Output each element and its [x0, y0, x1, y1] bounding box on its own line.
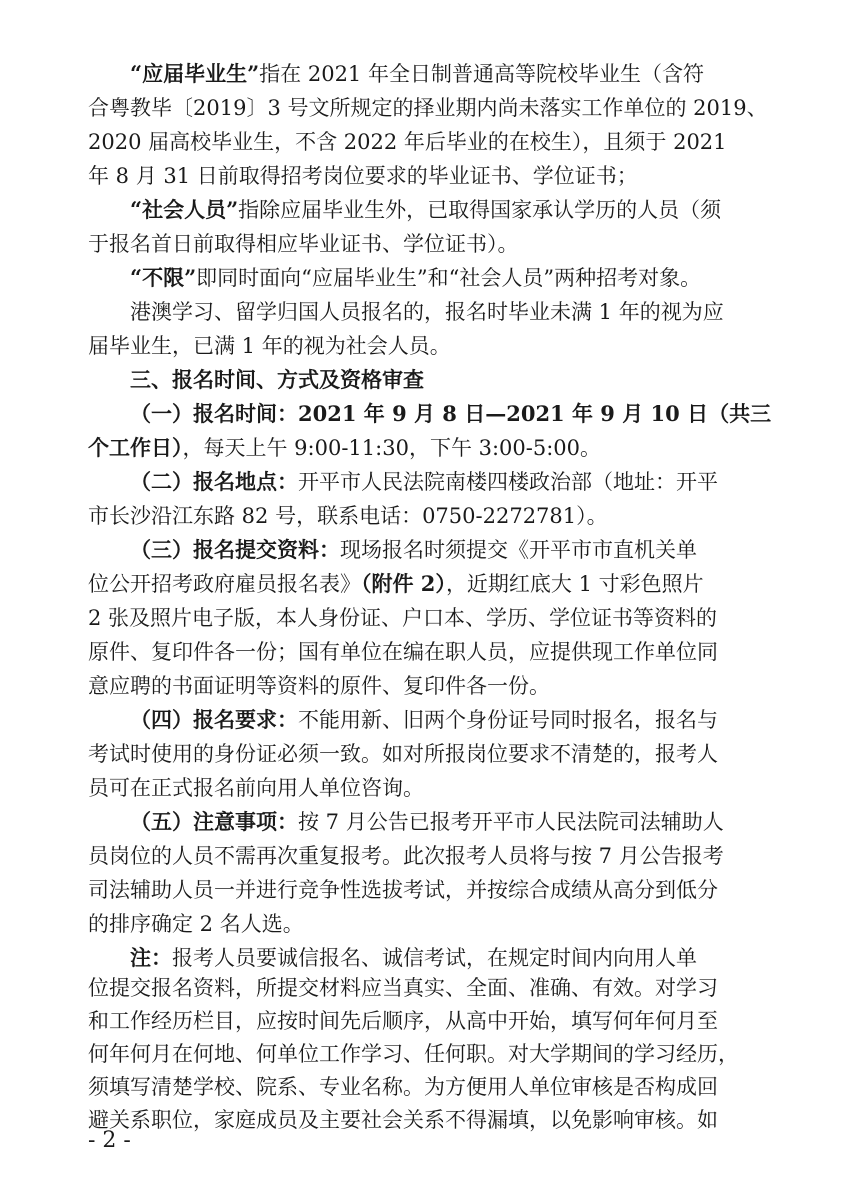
page-number: - 2 - [88, 1128, 131, 1153]
item-3-line-4: 原件、复印件各一份；国有单位在编在职人员，应提供现工作单位同 [88, 640, 718, 664]
text: 报考人员要诚信报名、诚信考试，在规定时间内向用人单 [172, 946, 697, 970]
note-line-4: 何年何月在何地、何单位工作学习、任何职。对大学期间的学习经历， [88, 1042, 739, 1066]
term-fresh-graduate: “应届毕业生” [130, 61, 260, 86]
item-3-line-5: 意应聘的书面证明等资料的原件、复印件各一份。 [88, 674, 550, 698]
item-2-line-2: 市长沙沿江东路 82 号，联系电话：0750-2272781）。 [88, 504, 608, 528]
paragraph-overseas-line-1: 港澳学习、留学归国人员报名的，报名时毕业未满 1 年的视为应 [130, 300, 724, 324]
paragraph-overseas-line-2: 届毕业生，已满 1 年的视为社会人员。 [88, 334, 451, 358]
item-3-line-2 [88, 567, 768, 601]
item-5-line-1 [130, 805, 768, 839]
paragraph-fresh-graduate-line-1 [130, 57, 768, 91]
section-heading: 三、报名时间、方式及资格审查 [130, 368, 424, 392]
item-1-line-1: （一）报名时间：2021 年 9 月 8 日—2021 年 9 月 10 日（共三 [130, 401, 772, 426]
item-3-line-1 [130, 533, 768, 567]
note-line-6: 避关系职位，家庭成员及主要社会关系不得漏填，以免影响审核。如 [88, 1108, 718, 1132]
paragraph-fresh-graduate-line-3: 2020 届高校毕业生，不含 2022 年后毕业的在校生），且须于 2021 [88, 130, 727, 154]
term-social: “社会人员” [130, 197, 239, 222]
item-1-line-2 [88, 431, 768, 465]
text: 开平市人民法院南楼四楼政治部（地址：开平 [298, 470, 718, 494]
item-2-line-1 [130, 465, 768, 499]
note-line-3: 和工作经历栏目，应按时间先后顺序，从高中开始，填写何年何月至 [88, 1009, 718, 1033]
item-4-line-3: 员可在正式报名前向用人单位咨询。 [88, 776, 424, 800]
item-3-label: （三）报名提交资料： [130, 537, 340, 562]
note-label: 注： [130, 945, 172, 970]
paragraph-social-line-2: 于报名首日前取得相应毕业证书、学位证书）。 [88, 232, 519, 256]
paragraph-unlimited-line-1 [130, 261, 768, 295]
text: 即同时面向“应届毕业生”和“社会人员”两种招考对象。 [196, 266, 702, 290]
item-4-label: （四）报名要求： [130, 707, 298, 732]
text: 不能用新、旧两个身份证号同时报名，报名与 [298, 708, 718, 732]
item-2-label: （二）报名地点： [130, 469, 298, 494]
paragraph-fresh-graduate-line-2: 合粤教毕〔2019〕3 号文所规定的择业期内尚未落实工作单位的 2019、 [88, 96, 768, 120]
text-bold: 个工作日） [88, 435, 183, 460]
text: ，每天上午 9:00-11:30，下午 3:00-5:00。 [182, 436, 602, 460]
item-5-label: （五）注意事项： [130, 809, 298, 834]
paragraph-social-line-1 [130, 193, 768, 227]
text: 位公开招考政府雇员报名表》 [88, 572, 361, 596]
text: ，近期红底大 1 寸彩色照片 [445, 572, 704, 596]
text: 指在 2021 年全日制普通高等院校毕业生（含符 [259, 62, 704, 86]
note-line-5: 须填写清楚学校、院系、专业名称。为方便用人单位审核是否构成回 [88, 1075, 718, 1099]
item-3-line-3: 2 张及照片电子版，本人身份证、户口本、学历、学位证书等资料的 [88, 606, 718, 630]
note-line-2: 位提交报名资料，所提交材料应当真实、全面、准确、有效。对学习 [88, 976, 718, 1000]
text: 按 7 月公告已报考开平市人民法院司法辅助人 [298, 810, 724, 834]
term-unlimited: “不限” [130, 265, 197, 290]
paragraph-fresh-graduate-line-4: 年 8 月 31 日前取得招考岗位要求的毕业证书、学位证书； [88, 164, 638, 188]
attachment-ref: （附件 2） [361, 571, 446, 596]
item-4-line-2: 考试时使用的身份证必须一致。如对所报岗位要求不清楚的，报考人 [88, 742, 718, 766]
text: 指除应届毕业生外，已取得国家承认学历的人员（须 [238, 198, 722, 222]
item-4-line-1 [130, 703, 768, 737]
item-5-line-3: 司法辅助人员一并进行竞争性选拔考试，并按综合成绩从高分到低分 [88, 878, 718, 902]
item-5-line-4: 的排序确定 2 名人选。 [88, 912, 304, 936]
item-5-line-2: 员岗位的人员不需再次重复报考。此次报考人员将与按 7 月公告报考 [88, 844, 724, 868]
note-line-1 [130, 941, 768, 975]
text: 现场报名时须提交《开平市市直机关单 [340, 538, 697, 562]
